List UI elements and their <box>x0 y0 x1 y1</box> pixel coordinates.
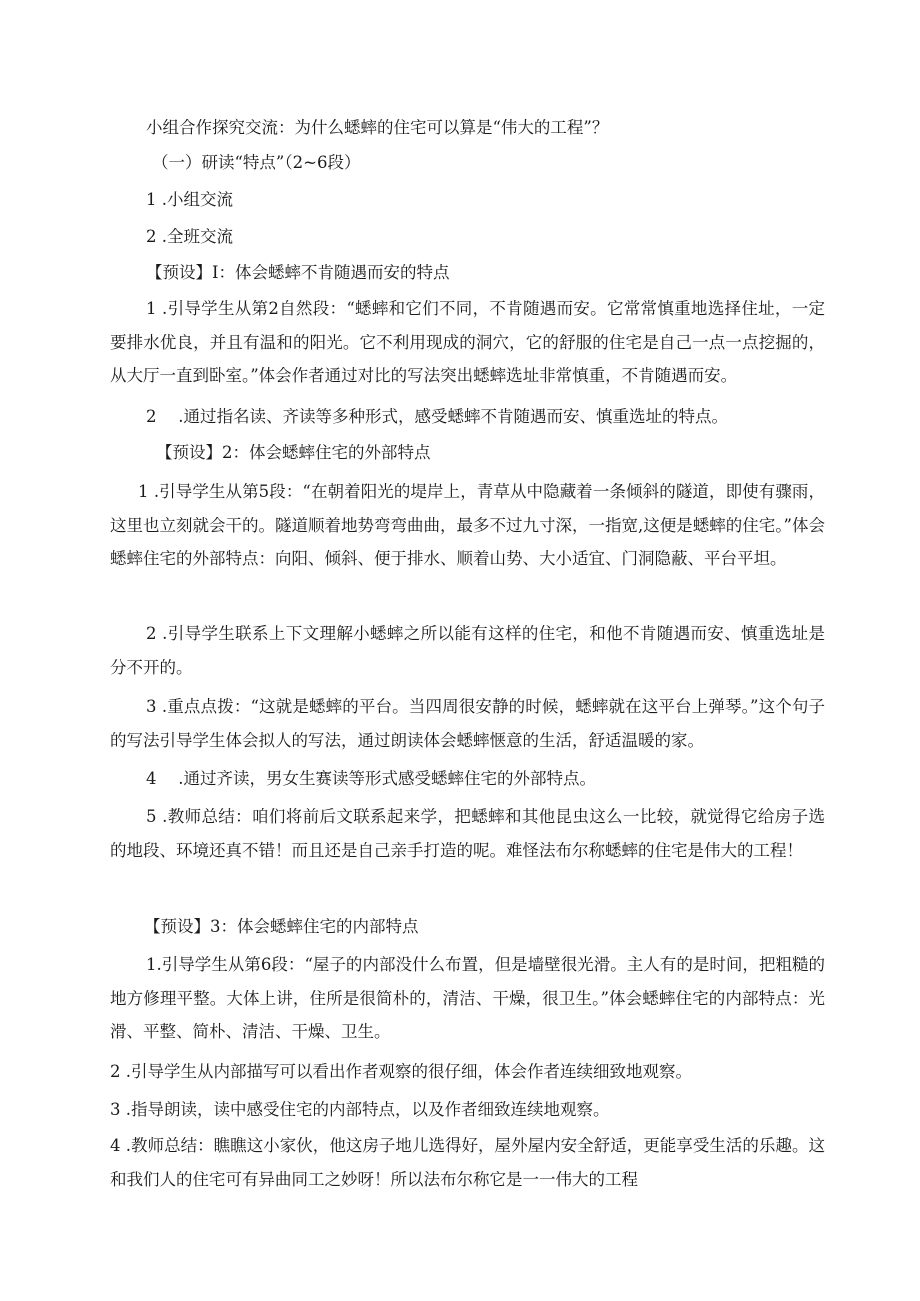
paragraph-preset-3-item-1: 1.引导学生从第6段：“屋子的内部没什么布置，但是墙壁很光滑。主人有的是时间，把粗糙的地方修理平整。大体上讲，住所是很简朴的，清洁、干燥，很卫生。”体会蟋蟀住宅的内部特点：光滑、平整、简朴、清洁、干燥、卫生。 <box>110 955 825 1041</box>
paragraph-step-class-discussion: 2 .全班交流 <box>146 227 233 246</box>
paragraph-preset-1-heading: 【预设】I：体会蟋蟀不肯随遇而安的特点 <box>146 263 450 282</box>
paragraph-intro-question: 小组合作探究交流：为什么蟋蟀的住宅可以算是“伟大的工程”？ <box>146 118 609 137</box>
paragraph-preset-1-item-2: 2 .通过指名读、齐读等多种形式，感受蟋蟀不肯随遇而安、慎重选址的特点。 <box>146 407 728 426</box>
paragraph-preset-2-item-4: 4 .通过齐读，男女生赛读等形式感受蟋蟀住宅的外部特点。 <box>146 769 596 788</box>
paragraph-preset-2-item-5: 5 .教师总结：咱们将前后文联系起来学，把蟋蟀和其他昆虫这么一比较，就觉得它给房子选的地段、环境还真不错！而且还是自己亲手打造的呢。难怪法布尔称蟋蟀的住宅是伟大的工程！ <box>110 807 825 860</box>
paragraph-preset-1-item-1: 1 .引导学生从第2自然段：“蟋蟀和它们不同，不肯随遇而安。它常常慎重地选择住址，一定要排水优良，并且有温和的阳光。它不利用现成的洞穴，它的舒服的住宅是自己一点一点挖掘的，从大厅一直到卧室。”体会作者通过对比的写法突出蟋蟀选址非常慎重，不肯随遇而安。 <box>110 299 825 385</box>
paragraph-preset-2-item-2: 2 .引导学生联系上下文理解小蟋蟀之所以能有这样的住宅，和他不肯随遇而安、慎重选址是分不开的。 <box>110 624 825 677</box>
paragraph-preset-3-heading: 【预设】3：体会蟋蟀住宅的内部特点 <box>144 917 419 936</box>
paragraph-step-group-discussion: 1 .小组交流 <box>146 190 233 209</box>
paragraph-preset-2-heading: 【预设】2：体会蟋蟀住宅的外部特点 <box>156 443 431 462</box>
paragraph-preset-2-item-3: 3 .重点点拨：“这就是蟋蟀的平台。当四周很安静的时候，蟋蟀就在这平台上弹琴。”这个句子的写法引导学生体会拟人的写法，通过朗读体会蟋蟀惬意的生活，舒适温暖的家。 <box>110 697 825 750</box>
paragraph-preset-3-item-2: 2 .引导学生从内部描写可以看出作者观察的很仔细，体会作者连续细致地观察。 <box>110 1062 692 1081</box>
paragraph-preset-2-item-1: 1 .引导学生从第5段：“在朝着阳光的堤岸上，青草从中隐藏着一条倾斜的隧道，即使有骤雨，这里也立刻就会干的。隧道顺着地势弯弯曲曲，最多不过九寸深，一指宽,这便是蟋蟀的住宅。”体会蟋蟀住宅的外部特点：向阳、倾斜、便于排水、顺着山势、大小适宜、门洞隐蔽、平台平坦。 <box>110 482 825 568</box>
paragraph-section-heading: （一）研读“特点”（2~6段） <box>152 153 361 172</box>
paragraph-preset-3-item-4: 4 .教师总结：瞧瞧这小家伙，他这房子地儿选得好，屋外屋内安全舒适，更能享受生活的乐趣。这和我们人的住宅可有异曲同工之妙呀！所以法布尔称它是一一伟大的工程 <box>110 1136 825 1189</box>
paragraph-preset-3-item-3: 3 .指导朗读，读中感受住宅的内部特点，以及作者细致连续地观察。 <box>110 1100 610 1119</box>
